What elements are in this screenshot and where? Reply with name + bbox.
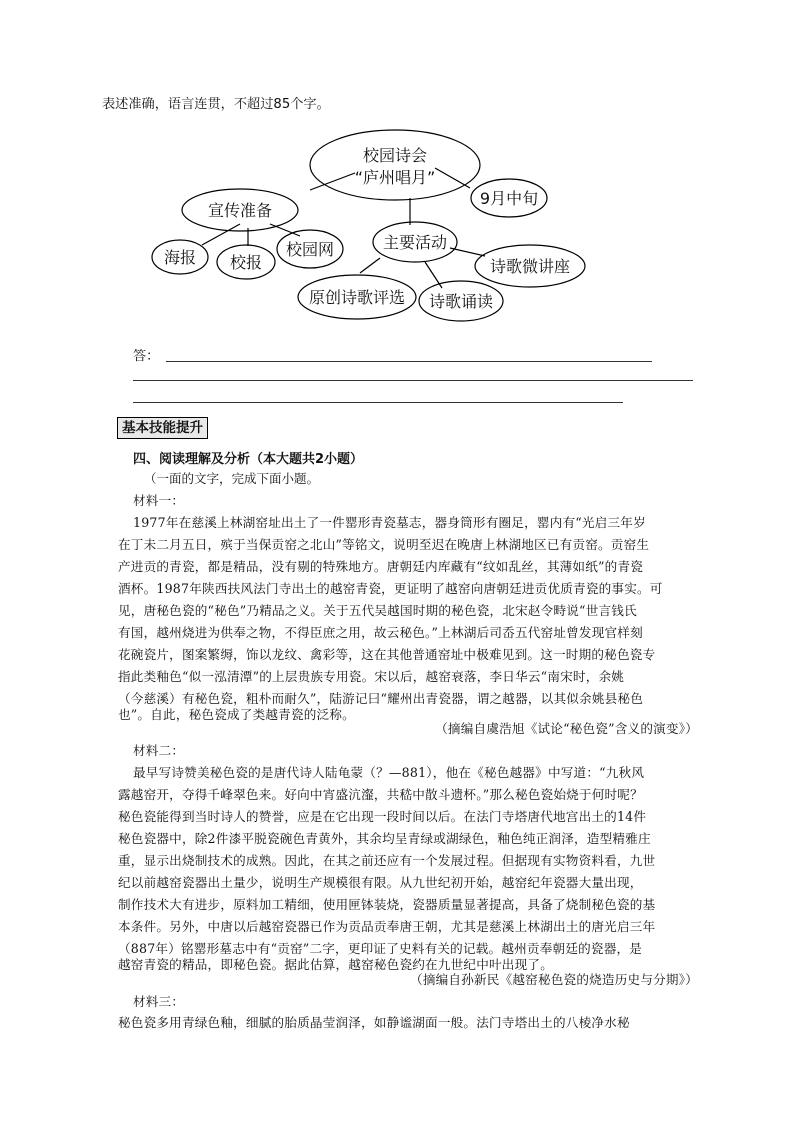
main-item-label: 原创诗歌评选 — [308, 288, 406, 307]
material1-line: 见，唐秘色瓷的“秘色”乃精品之义。关于五代吴越国时期的秘色瓷，北宋赵令畤说“世言钱氏 — [118, 603, 637, 618]
material1-line: （今慈溪）有秘色瓷，粗朴而耐久”，陆游记曰“耀州出青瓷器，谓之越器，以其似余姚县秘色 — [118, 691, 644, 706]
task-line: （一面的文字，完成下面小题。 — [144, 471, 320, 486]
main-item-label: 诗歌微讲座 — [489, 257, 571, 276]
material2-line: （887年）铭罂形墓志中有“贡窑”二字，更印证了史料有关的记载。越州贡奉朝廷的瓷器，是 — [118, 941, 643, 956]
material2-title: 材料二： — [133, 743, 185, 758]
material1-source: （摘编自虞浩旭《试论“秘色瓷”含义的演变》） — [435, 721, 698, 736]
poetry-event-diagram — [130, 118, 600, 333]
material1-line: 酒杯。1987年陕西扶风法门寺出土的越窑青瓷，更证明了越窑向唐朝廷进贡优质青瓷的事实。可 — [118, 581, 663, 596]
material3-line: 秘色瓷多用青绿色釉，细腻的胎质晶莹润泽，如静谧湖面一般。法门寺塔出土的八棱净水秘 — [118, 1015, 630, 1030]
section-label: 基本技能提升 — [117, 417, 208, 439]
material2-line: 纪以前越窑瓷器出土量少，说明生产规模很有限。从九世纪初开始，越窑纪年瓷器大量出现， — [118, 875, 643, 890]
answer-line-2[interactable] — [133, 380, 693, 381]
material2-line: 重，显示出烧制技术的成熟。因此，在其之前还应有一个发展过程。但据现有实物资料看，九世 — [118, 853, 656, 868]
material2-line: 越窑青瓷的精品，即秘色瓷。据此估算，越窑秘色瓷约在九世纪中叶出现了。 — [118, 957, 553, 972]
material2-line: 露越窑开，夺得千峰翠色来。好向中宵盛沆瀣，共嵇中散斗遗杯。”那么秘色瓷始烧于何时呢？ — [118, 787, 643, 802]
answer-line-3[interactable] — [133, 402, 623, 403]
material1-line: 产进贡的青瓷，都是精品，没有剔的特殊地方。唐朝廷内库藏有“纹如乱丝，其薄如纸”的青瓷 — [118, 559, 644, 574]
answer-label: 答： — [133, 349, 160, 364]
intro-line: 表述准确，语言连贯，不超过85个字。 — [102, 97, 330, 112]
material1-line: 1977年在慈溪上林湖窑址出土了一件罂形青瓷墓志，器身筒形有圈足，罂内有“光启三年岁 — [133, 515, 646, 530]
center-node — [310, 130, 480, 200]
answer-line-1[interactable] — [166, 361, 652, 362]
material1-title: 材料一： — [133, 493, 185, 508]
material1-line: 有国，越州烧进为供奉之物，不得臣庶之用，故云秘色。”上林湖后司岙五代窑址曾发现官样刻 — [118, 625, 643, 640]
prep-item-label: 海报 — [163, 248, 197, 267]
main-label: 主要活动 — [382, 233, 448, 252]
material2-line: 本条件。另外，中唐以后越窑瓷器已作为贡品贡奉唐王朝，尤其是慈溪上林湖出土的唐光启三年 — [118, 919, 656, 934]
material3-title: 材料三： — [133, 994, 185, 1009]
material1-line: 在丁未二月五日，殡于当保贡窑之北山”等铭文，说明至迟在晚唐上林湖地区已有贡窑。贡窑生 — [118, 537, 650, 552]
material1-line: 也”。自此，秘色瓷成了类越青瓷的泛称。 — [118, 707, 355, 722]
center-title: 校园诗会 — [362, 146, 428, 165]
material2-line: 制作技术大有进步，原料加工精细，使用匣钵装烧，瓷器质量显著提高，具备了烧制秘色瓷的基 — [118, 897, 656, 912]
material1-line: 指此类釉色“似一泓清潭”的上层贵族专用瓷。宋以后，越窑衰落，李日华云“南宋时，余姚 — [118, 669, 625, 684]
main-item-label: 诗歌诵读 — [428, 292, 494, 311]
material2-line: 秘色瓷能得到当时诗人的赞誉，应是在它出现一段时间以后。在法门寺塔唐代地宫出土的14件 — [118, 809, 647, 824]
prep-label: 宣传准备 — [207, 201, 273, 220]
prep-item-label: 校报 — [229, 253, 263, 272]
material2-line: 最早写诗赞美秘色瓷的是唐代诗人陆龟蒙（？—881），他在《秘色越器》中写道：“九秋风 — [133, 765, 645, 780]
material2-source: （摘编自孙新民《越窑秘色瓷的烧造历史与分期》） — [410, 972, 698, 987]
material2-line: 秘色瓷器中，除2件漆平脱瓷碗色青黄外，其余均呈青绿或湖绿色，釉色纯正润泽，造型精雅庄 — [118, 831, 651, 846]
material1-line: 花碗瓷片，图案繁缛，饰以龙纹、禽彩等，这在其他普通窑址中极难见到。这一时期的秘色瓷专 — [118, 647, 656, 662]
prep-item-label: 校园网 — [285, 240, 335, 259]
time-label: 9月中旬 — [479, 189, 539, 208]
part-title: 四、阅读理解及分析（本大题共2小题） — [133, 452, 364, 467]
center-subtitle: “庐州唱月” — [354, 168, 436, 187]
